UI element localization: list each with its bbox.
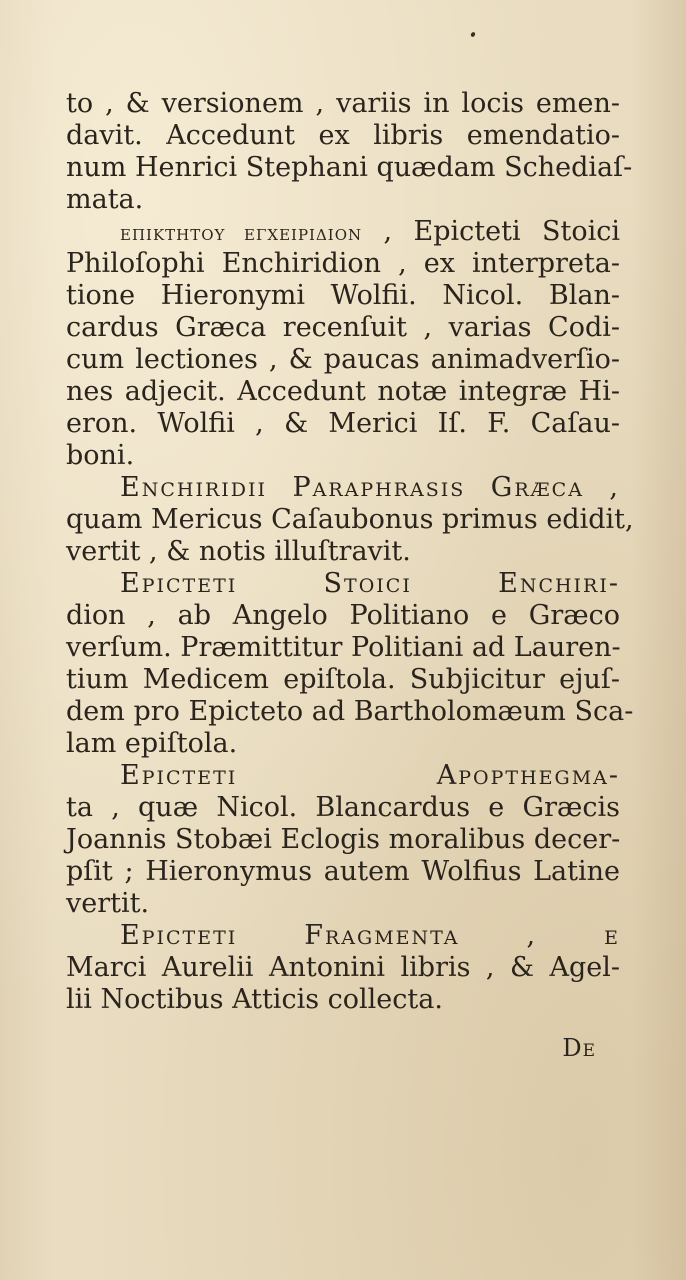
paragraph-6	[66, 920, 620, 1016]
paragraph-3	[66, 472, 634, 568]
text-line: mata.	[66, 184, 144, 215]
text-line: Epicteti Apopthegma-	[120, 760, 620, 791]
text-line: lii Noctibus Atticis collecta.	[66, 984, 443, 1015]
text-line: eron. Wolfii , & Merici Iſ. F. Caſau-	[66, 408, 620, 439]
paragraph-5	[66, 760, 620, 920]
text-line: tione Hieronymi Wolfii. Nicol. Blan-	[66, 280, 620, 311]
paragraph-2	[66, 216, 620, 472]
text-line: to , & versionem , variis in locis emen-	[66, 88, 620, 119]
text-line: davit. Accedunt ex libris emendatio-	[66, 120, 620, 151]
catchword: De	[562, 1034, 596, 1062]
text-line: lam epiſtola.	[66, 728, 238, 759]
text-line: dion , ab Angelo Politiano e Græco	[66, 600, 620, 631]
text-line: vertit.	[66, 888, 150, 919]
text-line: Joannis Stobæi Eclogis moralibus decer-	[66, 824, 621, 855]
text-line: Marci Aurelii Antonini libris , & Agel-	[66, 952, 620, 983]
text-line: nes adjecit. Accedunt notæ integræ Hi-	[66, 376, 620, 407]
ink-speck	[470, 31, 476, 37]
text-line: boni.	[66, 440, 135, 471]
greek-title: ΕΠΙΚΤΗΤΟΥ ΕΓΧΕΙΡΙΔΙΟΝ	[120, 226, 363, 244]
text-line: verſum. Præmittitur Politiani ad Lauren-	[66, 632, 621, 663]
paragraph-1	[66, 88, 633, 216]
text-line: pſit ; Hieronymus autem Wolfius Latine	[66, 856, 620, 887]
text-line: dem pro Epicteto ad Bartholomæum Sca-	[66, 696, 634, 727]
text-line: Enchiridii Paraphraſis Græca ,	[120, 472, 620, 503]
text-line: cum lectiones , & paucas animadverſio-	[66, 344, 620, 375]
text-line: cardus Græca recenſuit , varias Codi-	[66, 312, 620, 343]
text-line: Epicteti Stoici Enchiri-	[120, 568, 620, 599]
page-text-block	[66, 88, 634, 1016]
text-line: Epicteti Fragmenta , e	[120, 920, 620, 951]
text-line: tium Medicem epiſtola. Subjicitur ejuſ-	[66, 664, 620, 695]
paragraph-4	[66, 568, 634, 760]
text-line: ta , quæ Nicol. Blancardus e Græcis	[66, 792, 620, 823]
text-fragment: , Epicteti Stoici	[362, 216, 620, 247]
text-line: num Henrici Stephani quædam Schediaſ-	[66, 152, 633, 183]
text-line: quam Mericus Caſaubonus primus edidit,	[66, 504, 634, 535]
text-line: Philoſophi Enchiridion , ex interpreta-	[66, 248, 620, 279]
text-line	[66, 216, 620, 248]
text-line: vertit , & notis illuſtravit.	[66, 536, 411, 567]
